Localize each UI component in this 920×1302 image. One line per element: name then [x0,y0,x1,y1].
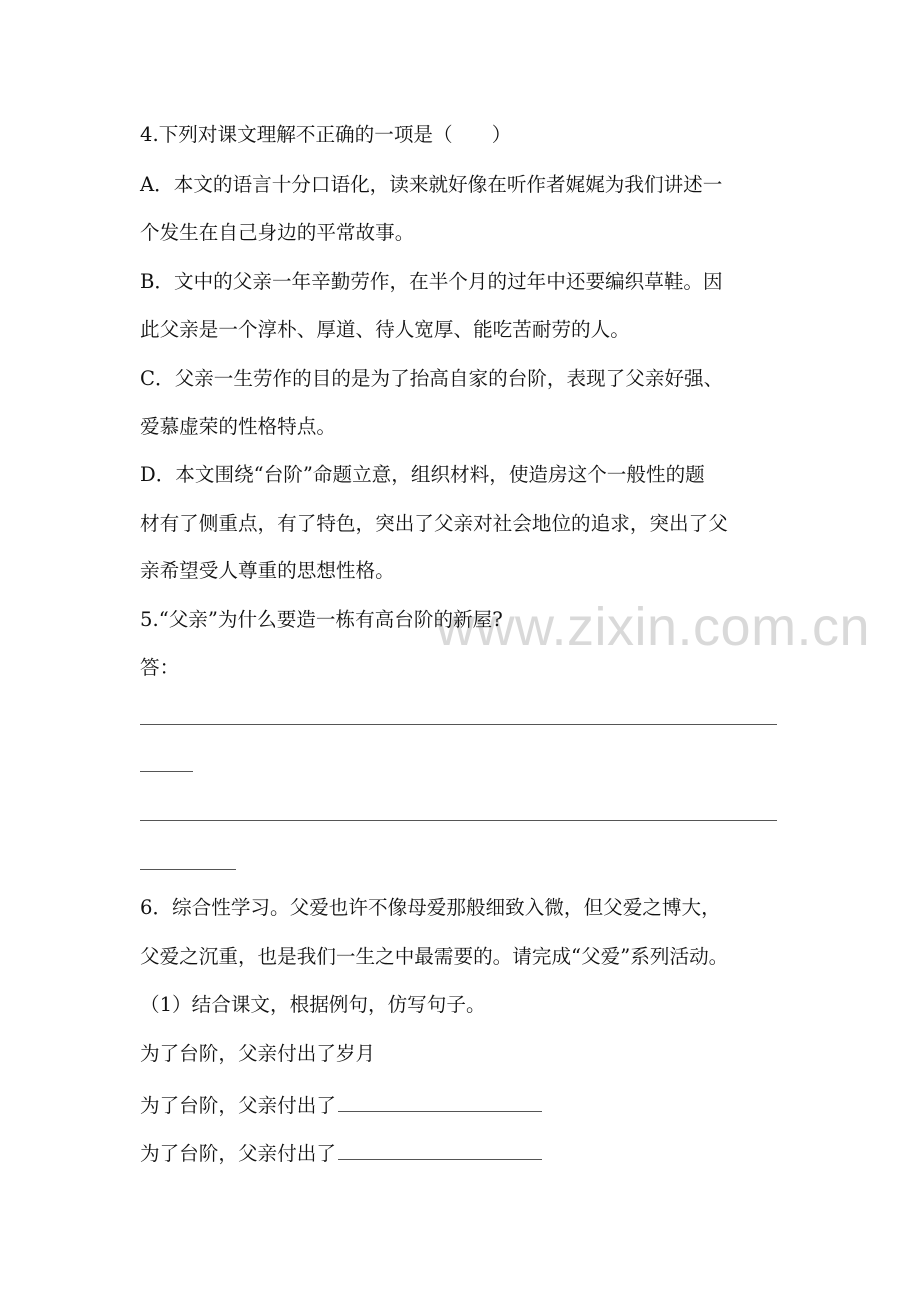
fill-blank-1[interactable] [338,1091,542,1112]
fill-blank-2[interactable] [338,1139,542,1160]
question-4-stem: 4.下列对课文理解不正确的一项是（ ） [140,123,512,146]
fill-sentence-1 [140,1091,542,1118]
option-d-line-3: 亲希望受人尊重的思想性格。 [140,559,395,582]
answer-line-2[interactable] [140,820,777,821]
answer-label: 答： [140,656,180,679]
option-b-line-1: B．文中的父亲一年辛勤劳作，在半个月的过年中还要编织草鞋。因 [140,270,723,293]
question-6-stem-line-2: 父爱之沉重，也是我们一生之中最需要的。请完成“父爱”系列活动。 [140,945,729,968]
option-b-line-2: 此父亲是一个淳朴、厚道、待人宽厚、能吃苦耐劳的人。 [140,318,630,341]
option-c-line-1: C．父亲一生劳作的目的是为了抬高自家的台阶，表现了父亲好强、 [140,367,724,390]
option-a-line-2: 个发生在自己身边的平常故事。 [140,221,415,244]
option-d-line-2: 材有了侧重点，有了特色，突出了父亲对社会地位的追求，突出了父 [140,512,728,535]
watermark: www.zixin.com.cn [436,597,871,657]
fill-sentence-2-prefix: 为了台阶，父亲付出了 [140,1142,336,1165]
fill-sentence-2 [140,1139,542,1166]
answer-line-2-continuation[interactable] [140,869,236,870]
option-d-line-1: D．本文围绕“台阶”命题立意，组织材料，使造房这个一般性的题 [140,463,705,486]
option-a-line-1: A．本文的语言十分口语化，读来就好像在听作者娓娓为我们讲述一 [140,173,723,196]
option-c-line-2: 爱慕虚荣的性格特点。 [140,415,336,438]
example-sentence: 为了台阶，父亲付出了岁月 [140,1042,376,1065]
answer-line-1-continuation[interactable] [140,771,193,772]
answer-line-1[interactable] [140,724,777,725]
question-6-stem-line-1: 6．综合性学习。父爱也许不像母爱那般细致入微，但父爱之博大， [140,896,721,919]
fill-sentence-1-prefix: 为了台阶，父亲付出了 [140,1094,336,1117]
question-5-stem: 5.“父亲”为什么要造一栋有高台阶的新屋? [140,608,503,631]
sub-question-1: （1）结合课文，根据例句，仿写句子。 [140,993,486,1016]
